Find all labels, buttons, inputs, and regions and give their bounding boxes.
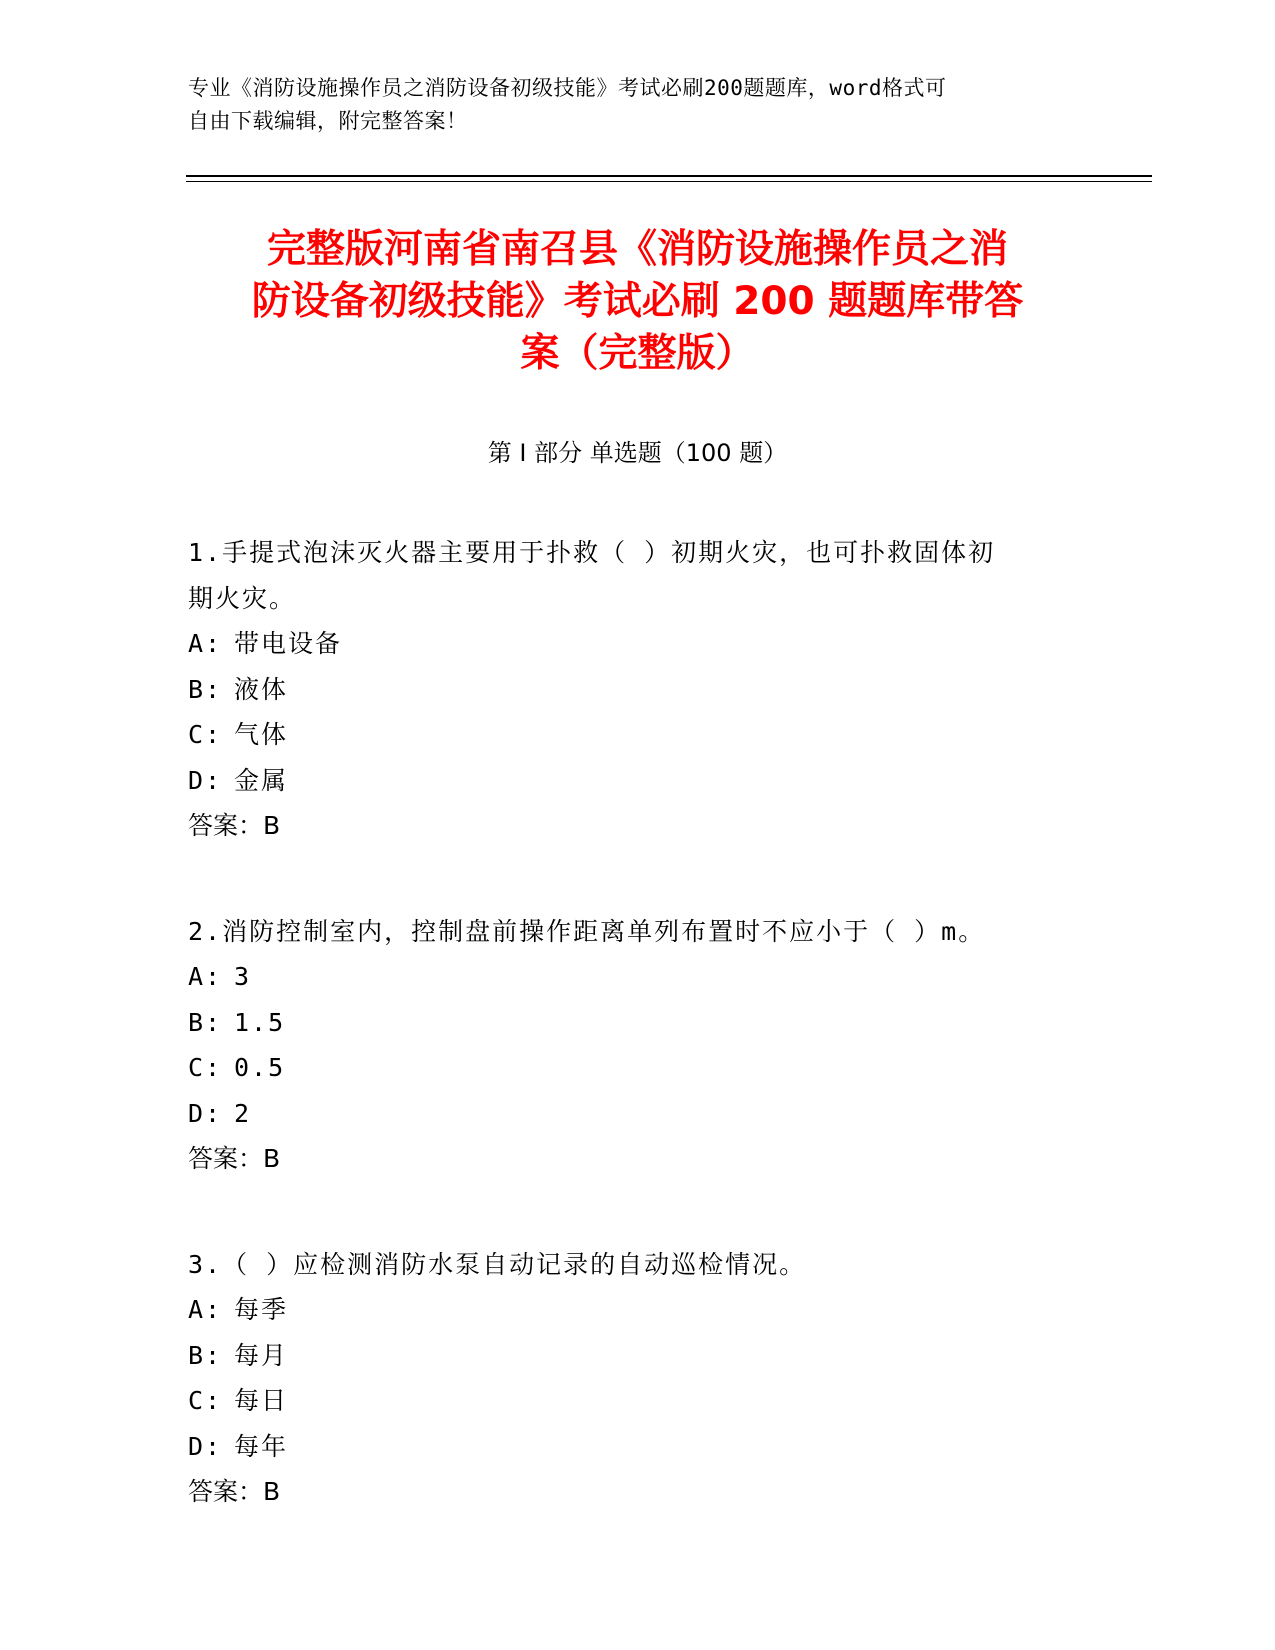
- option-label: D:: [188, 765, 223, 795]
- option-label: D:: [188, 1431, 223, 1461]
- option-text: 1.5: [234, 1007, 286, 1037]
- header-note-line-1: 专业《消防设施操作员之消防设备初级技能》考试必刷200题题库，word格式可: [188, 76, 947, 100]
- option-c: [188, 712, 1068, 758]
- option-a: [188, 1287, 1068, 1333]
- option-label: D:: [188, 1098, 223, 1128]
- option-a: [188, 954, 1068, 1000]
- option-label: B:: [188, 674, 223, 704]
- option-d: [188, 1091, 1068, 1137]
- option-text: 液体: [234, 674, 289, 704]
- document-title-line-3: 案（完整版）: [520, 331, 755, 376]
- option-text: 0.5: [234, 1053, 286, 1082]
- option-text: 金属: [234, 765, 289, 795]
- option-label: A:: [188, 629, 223, 658]
- option-label: A:: [188, 1295, 223, 1324]
- option-b: [188, 667, 1068, 713]
- option-label: A:: [188, 962, 223, 991]
- option-b: [188, 1333, 1068, 1379]
- answer: 答案：B: [188, 811, 281, 840]
- option-c: [188, 1045, 1068, 1091]
- question-stem-line: 3.（ ）应检测消防水泵自动记录的自动巡检情况。: [188, 1249, 807, 1279]
- section-heading: 第 I 部分 单选题（100 题）: [487, 439, 788, 467]
- option-text: 气体: [234, 720, 289, 749]
- document-title-line-2: 防设备初级技能》考试必刷 200 题题库带答: [251, 279, 1024, 324]
- option-label: C:: [188, 1386, 223, 1415]
- question-stem-line: 期火灾。: [188, 583, 297, 613]
- answer: 答案：B: [188, 1477, 281, 1506]
- question-stem-line: 2.消防控制室内，控制盘前操作距离单列布置时不应小于（ ）m。: [188, 916, 986, 946]
- question-stem-line: 1.手提式泡沫灭火器主要用于扑救（ ）初期火灾，也可扑救固体初: [188, 538, 996, 567]
- header-note-line-2: 自由下载编辑，附完整答案！: [188, 109, 468, 133]
- option-text: 带电设备: [234, 629, 343, 658]
- header-divider-thin: [186, 181, 1152, 182]
- question-1: [188, 530, 1068, 849]
- option-c: [188, 1378, 1068, 1424]
- header-note: [188, 72, 1088, 138]
- option-text: 每年: [234, 1431, 289, 1461]
- option-label: C:: [188, 1053, 223, 1082]
- option-a: [188, 621, 1068, 667]
- option-text: 每季: [234, 1295, 289, 1324]
- option-text: 每月: [234, 1340, 289, 1370]
- option-d: [188, 758, 1068, 804]
- option-label: C:: [188, 720, 223, 749]
- document-title: [180, 224, 1095, 380]
- option-text: 2: [234, 1098, 252, 1128]
- option-b: [188, 1000, 1068, 1046]
- option-d: [188, 1424, 1068, 1470]
- option-label: B:: [188, 1340, 223, 1370]
- option-text: 每日: [234, 1386, 289, 1415]
- option-text: 3: [234, 962, 252, 991]
- document-title-line-1: 完整版河南省南召县《消防设施操作员之消: [266, 227, 1008, 272]
- question-3: [188, 1242, 1068, 1515]
- question-list: [188, 530, 1068, 1575]
- answer: 答案：B: [188, 1144, 281, 1173]
- option-label: B:: [188, 1007, 223, 1037]
- header-divider-thick: [186, 175, 1152, 177]
- question-2: [188, 909, 1068, 1182]
